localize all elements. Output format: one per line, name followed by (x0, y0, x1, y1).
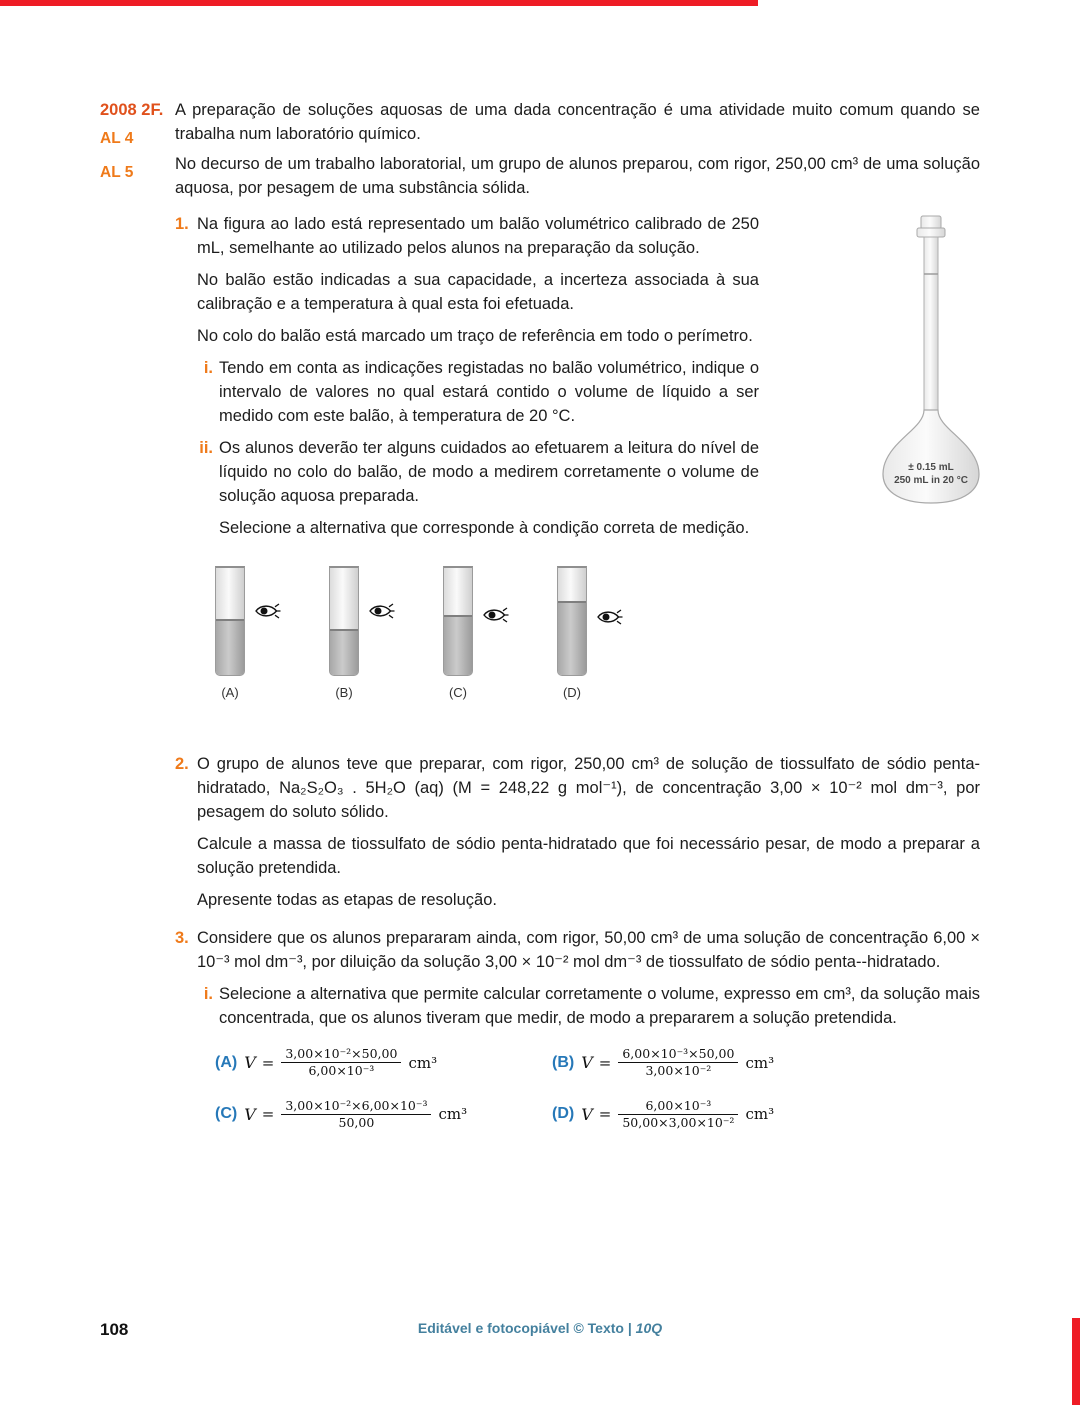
eye-icon (597, 608, 623, 631)
al4-label: AL 4 (100, 130, 134, 147)
graduated-tube (443, 566, 473, 676)
liquid-level (330, 629, 358, 675)
numerator: 3,00×10⁻²×50,00 (285, 1046, 398, 1061)
numerator: 6,00×10⁻³ (645, 1097, 712, 1113)
q1-paragraph-2: No balão estão indicadas a sua capacidade, a incerteza associada à sua calibração e a temperatura à qual esta foi efetuada. (197, 271, 759, 313)
question-3-number: 3. (175, 929, 189, 947)
option-label: (B) (335, 685, 353, 700)
question-1-ii (199, 436, 759, 508)
choice-letter: (D) (552, 1105, 575, 1123)
question-1-i-number: i. (203, 359, 213, 377)
intro-paragraph-1: A preparação de soluções aquosas de uma dada concentração é uma atividade muito comum quando se trabalha num laboratório químico. (175, 101, 980, 143)
page-footer (0, 1320, 1080, 1339)
graduated-tube (215, 566, 245, 676)
unit: cm³ (438, 1105, 468, 1124)
question-2-text (197, 752, 980, 912)
unit: cm³ (745, 1053, 775, 1072)
equals-sign: = (261, 1053, 275, 1072)
question-1-i (203, 356, 759, 428)
q2-paragraph-1: O grupo de alunos teve que preparar, com rigor, 250,00 cm³ de solução de tiossulfato de sódio penta-hidratado, Na₂S₂O₃ . 5H₂O (aq) (M = 248,22 g mol⁻¹), de concentração 3,00 × 10⁻² mol dm⁻³, por pesagem do soluto sólido. (197, 755, 980, 821)
al5-label: AL 5 (100, 164, 134, 181)
choice-letter: (C) (215, 1105, 238, 1123)
fraction (281, 1098, 431, 1132)
flask-uncertainty-label: ± 0.15 mL (908, 462, 954, 473)
graduated-tube (557, 566, 587, 676)
fraction (618, 1098, 738, 1132)
q1-paragraph-1: Na figura ao lado está representado um balão volumétrico calibrado de 250 mL, semelhante ao utilizado pelos alunos na preparação da solução. (197, 215, 759, 257)
choice-letter: (B) (552, 1053, 575, 1071)
footer-imprint (0, 1320, 1080, 1336)
choice-letter: (A) (215, 1053, 238, 1071)
denominator: 6,00×10⁻³ (281, 1062, 401, 1079)
footer-text: Editável e fotocopiável © Texto | (417, 1320, 636, 1336)
fraction (281, 1046, 401, 1080)
equals-sign: = (261, 1105, 275, 1124)
meniscus-option-b (329, 566, 393, 700)
question-1-i-text: Tendo em conta as indicações registadas no balão volumétrico, indique o intervalo de valores no qual estará contido o volume de líquido a ser medido com este balão, à temperatura de 20 °C. (219, 359, 759, 425)
question-3-i (203, 982, 980, 1030)
unit: cm³ (745, 1105, 775, 1124)
equals-sign: = (598, 1105, 612, 1124)
meniscus-option-c (443, 566, 507, 700)
graduated-tube (329, 566, 359, 676)
volume-variable: V (581, 1053, 593, 1073)
select-instruction: Selecione a alternativa que corresponde à condição correta de medição. (219, 519, 750, 537)
numerator: 3,00×10⁻²×6,00×10⁻³ (285, 1097, 428, 1113)
top-edge-accent-bar (0, 0, 758, 6)
choice-b (552, 1046, 980, 1080)
denominator: 50,00 (281, 1114, 431, 1131)
question-1-ii-number: ii. (199, 439, 213, 457)
tube-figure-b (329, 566, 393, 676)
question-1-number: 1. (175, 215, 189, 233)
flask-capacity-label: 250 mL in 20 °C (894, 475, 968, 486)
exercise-body (175, 98, 980, 1131)
question-2-number: 2. (175, 755, 189, 773)
denominator: 3,00×10⁻² (618, 1062, 738, 1079)
q2-paragraph-2: Calcule a massa de tiossulfato de sódio penta-hidratado que foi necessário pesar, de modo a preparar a solução pretendida. (197, 835, 980, 877)
volumetric-flask-icon (865, 212, 997, 516)
question-3 (175, 926, 980, 1131)
tube-figure-a (215, 566, 279, 676)
option-label: (A) (221, 685, 239, 700)
question-3-i-text: Selecione a alternativa que permite calcular corretamente o volume, expresso em cm³, da solução mais concentrada, que os alunos tiveram que medir, de modo a prepararem a solução pretendida. (219, 985, 980, 1027)
denominator: 50,00×3,00×10⁻² (618, 1114, 738, 1131)
liquid-level (444, 615, 472, 675)
unit: cm³ (408, 1053, 438, 1072)
tube-figure-d (557, 566, 621, 676)
liquid-level (216, 619, 244, 675)
margin-labels (100, 98, 175, 1131)
q3-paragraph-1: Considere que os alunos prepararam ainda, com rigor, 50,00 cm³ de uma solução de concentração 6,00 × 10⁻³ mol dm⁻³, por diluição da solução 3,00 × 10⁻² mol dm⁻³ de tiossulfato de sódio penta--hidratado. (197, 929, 980, 971)
question-1 (175, 212, 980, 540)
footer-brand: 10Q (635, 1320, 663, 1336)
choice-d (552, 1098, 980, 1132)
q2-paragraph-3: Apresente todas as etapas de resolução. (197, 891, 497, 909)
volume-variable: V (244, 1104, 256, 1124)
tube-figure-c (443, 566, 507, 676)
fraction (618, 1046, 738, 1080)
choice-a (215, 1046, 552, 1080)
volume-variable: V (244, 1053, 256, 1073)
question-2 (175, 752, 980, 912)
option-label: (C) (448, 685, 468, 700)
page-number: 108 (100, 1320, 129, 1339)
eye-icon (255, 602, 281, 625)
q1-paragraph-3: No colo do balão está marcado um traço de referência em todo o perímetro. (197, 327, 753, 345)
equals-sign: = (598, 1053, 612, 1072)
question-3-i-number: i. (203, 985, 213, 1003)
exercise-id-label: 2008 2F. (100, 101, 164, 119)
meniscus-option-a (215, 566, 279, 700)
intro-paragraph-2: No decurso de um trabalho laboratorial, um grupo de alunos preparou, com rigor, 250,00 cm³ de uma solução aquosa, por pesagem de uma substância sólida. (175, 155, 980, 197)
question-1-ii-text: Os alunos deverão ter alguns cuidados ao efetuarem a leitura do nível de líquido no colo do balão, de modo a medirem corretamente o volume de solução aquosa preparada. (219, 439, 759, 505)
answer-choices (215, 1046, 980, 1131)
content-area (100, 98, 980, 1131)
volumetric-flask-figure (865, 212, 997, 516)
liquid-level (558, 601, 586, 675)
question-3-text (197, 926, 980, 1131)
numerator: 6,00×10⁻³×50,00 (622, 1046, 735, 1061)
volume-variable: V (581, 1104, 593, 1124)
meniscus-option-d (557, 566, 621, 700)
meniscus-reading-options (215, 566, 980, 700)
choice-c (215, 1098, 552, 1132)
eye-icon (369, 602, 395, 625)
option-label: (D) (562, 685, 582, 700)
question-1-text (197, 212, 759, 540)
eye-icon (483, 606, 509, 629)
